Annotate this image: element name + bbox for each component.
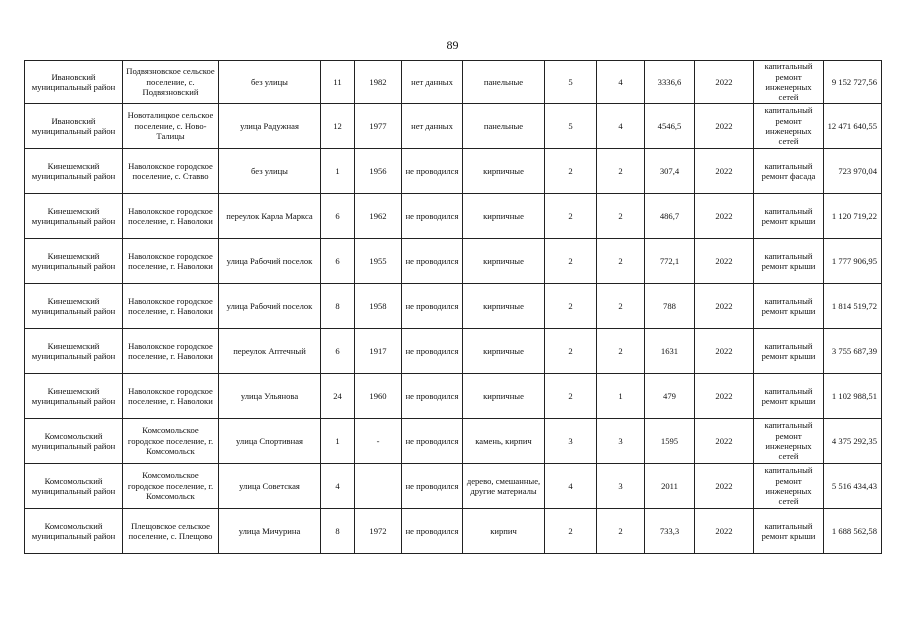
entrances-cell: 2 — [597, 509, 645, 554]
work-type-cell: капитальный ремонт крыши — [754, 509, 824, 554]
area-cell: 479 — [645, 374, 695, 419]
work-type-cell: капитальный ремонт крыши — [754, 329, 824, 374]
entrances-cell: 2 — [597, 239, 645, 284]
build-year-cell: 1982 — [355, 61, 402, 104]
floors-cell: 2 — [545, 329, 597, 374]
wall-material-cell: кирпичные — [463, 329, 545, 374]
floors-cell: 5 — [545, 61, 597, 104]
area-cell: 788 — [645, 284, 695, 329]
build-year-cell: 1960 — [355, 374, 402, 419]
wall-material-cell: кирпичные — [463, 284, 545, 329]
build-year-cell: 1955 — [355, 239, 402, 284]
house-number-cell: 4 — [321, 464, 355, 509]
settlement-cell: Наволокское городское поселение, г. Наволоки — [123, 194, 219, 239]
houses-table — [24, 60, 882, 554]
street-cell: улица Советская — [219, 464, 321, 509]
municipality-cell: Комсомольский муниципальный район — [25, 509, 123, 554]
cost-cell: 3 755 687,39 — [824, 329, 882, 374]
municipality-cell: Кинешемский муниципальный район — [25, 194, 123, 239]
area-cell: 733,3 — [645, 509, 695, 554]
build-year-cell: 1972 — [355, 509, 402, 554]
street-cell: улица Радужная — [219, 104, 321, 149]
street-cell: улица Ульянова — [219, 374, 321, 419]
municipality-cell: Кинешемский муниципальный район — [25, 239, 123, 284]
entrances-cell: 4 — [597, 61, 645, 104]
last-repair-cell: не проводился — [402, 284, 463, 329]
build-year-cell: 1958 — [355, 284, 402, 329]
municipality-cell: Ивановский муниципальный район — [25, 104, 123, 149]
area-cell: 486,7 — [645, 194, 695, 239]
page-number: 89 — [446, 38, 459, 52]
wall-material-cell: дерево, смешанные, другие материалы — [463, 464, 545, 509]
street-cell: без улицы — [219, 61, 321, 104]
area-cell: 772,1 — [645, 239, 695, 284]
table-row — [25, 149, 882, 194]
floors-cell: 2 — [545, 194, 597, 239]
last-repair-cell: не проводился — [402, 464, 463, 509]
plan-year-cell: 2022 — [695, 149, 754, 194]
work-type-cell: капитальный ремонт крыши — [754, 374, 824, 419]
settlement-cell: Новоталицкое сельское поселение, с. Ново-Талицы — [123, 104, 219, 149]
municipality-cell: Ивановский муниципальный район — [25, 61, 123, 104]
build-year-cell: 1956 — [355, 149, 402, 194]
floors-cell: 2 — [545, 509, 597, 554]
work-type-cell: капитальный ремонт крыши — [754, 239, 824, 284]
cost-cell: 5 516 434,43 — [824, 464, 882, 509]
municipality-cell: Кинешемский муниципальный район — [25, 149, 123, 194]
work-type-cell: капитальный ремонт инженерных сетей — [754, 104, 824, 149]
entrances-cell: 2 — [597, 149, 645, 194]
plan-year-cell: 2022 — [695, 194, 754, 239]
plan-year-cell: 2022 — [695, 329, 754, 374]
cost-cell: 1 688 562,58 — [824, 509, 882, 554]
settlement-cell: Наволокское городское поселение, г. Наволоки — [123, 329, 219, 374]
cost-cell: 9 152 727,56 — [824, 61, 882, 104]
last-repair-cell: не проводился — [402, 374, 463, 419]
cost-cell: 1 777 906,95 — [824, 239, 882, 284]
last-repair-cell: нет данных — [402, 61, 463, 104]
floors-cell: 2 — [545, 149, 597, 194]
wall-material-cell: панельные — [463, 104, 545, 149]
cost-cell: 1 814 519,72 — [824, 284, 882, 329]
floors-cell: 2 — [545, 284, 597, 329]
area-cell: 2011 — [645, 464, 695, 509]
entrances-cell: 2 — [597, 329, 645, 374]
house-number-cell: 11 — [321, 61, 355, 104]
work-type-cell: капитальный ремонт фасада — [754, 149, 824, 194]
table-row — [25, 509, 882, 554]
municipality-cell: Кинешемский муниципальный район — [25, 374, 123, 419]
cost-cell: 4 375 292,35 — [824, 419, 882, 464]
table-row — [25, 239, 882, 284]
plan-year-cell: 2022 — [695, 61, 754, 104]
settlement-cell: Наволокское городское поселение, г. Наволоки — [123, 374, 219, 419]
table-row — [25, 329, 882, 374]
house-number-cell: 24 — [321, 374, 355, 419]
table-row — [25, 464, 882, 509]
settlement-cell: Комсомольское городское поселение, г. Комсомольск — [123, 464, 219, 509]
house-number-cell: 12 — [321, 104, 355, 149]
house-number-cell: 1 — [321, 419, 355, 464]
municipality-cell: Комсомольский муниципальный район — [25, 419, 123, 464]
plan-year-cell: 2022 — [695, 509, 754, 554]
wall-material-cell: кирпичные — [463, 374, 545, 419]
floors-cell: 4 — [545, 464, 597, 509]
house-number-cell: 6 — [321, 239, 355, 284]
plan-year-cell: 2022 — [695, 239, 754, 284]
settlement-cell: Подвязновское сельское поселение, с. Подвязновский — [123, 61, 219, 104]
wall-material-cell: кирпичные — [463, 194, 545, 239]
house-number-cell: 1 — [321, 149, 355, 194]
build-year-cell: - — [355, 419, 402, 464]
last-repair-cell: не проводился — [402, 239, 463, 284]
wall-material-cell: камень, кирпич — [463, 419, 545, 464]
table-row — [25, 61, 882, 104]
street-cell: переулок Аптечный — [219, 329, 321, 374]
work-type-cell: капитальный ремонт инженерных сетей — [754, 419, 824, 464]
table-row — [25, 194, 882, 239]
wall-material-cell: панельные — [463, 61, 545, 104]
wall-material-cell: кирпичные — [463, 149, 545, 194]
last-repair-cell: не проводился — [402, 329, 463, 374]
settlement-cell: Наволокское городское поселение, г. Наволоки — [123, 239, 219, 284]
floors-cell: 5 — [545, 104, 597, 149]
plan-year-cell: 2022 — [695, 464, 754, 509]
build-year-cell: 1977 — [355, 104, 402, 149]
work-type-cell: капитальный ремонт инженерных сетей — [754, 61, 824, 104]
last-repair-cell: нет данных — [402, 104, 463, 149]
settlement-cell: Наволокское городское поселение, с. Ставво — [123, 149, 219, 194]
build-year-cell: 1917 — [355, 329, 402, 374]
plan-year-cell: 2022 — [695, 104, 754, 149]
cost-cell: 1 102 988,51 — [824, 374, 882, 419]
table-row — [25, 374, 882, 419]
street-cell: улица Мичурина — [219, 509, 321, 554]
last-repair-cell: не проводился — [402, 149, 463, 194]
table-row — [25, 419, 882, 464]
work-type-cell: капитальный ремонт крыши — [754, 194, 824, 239]
settlement-cell: Наволокское городское поселение, г. Наволоки — [123, 284, 219, 329]
area-cell: 307,4 — [645, 149, 695, 194]
work-type-cell: капитальный ремонт крыши — [754, 284, 824, 329]
entrances-cell: 1 — [597, 374, 645, 419]
floors-cell: 2 — [545, 239, 597, 284]
table-row — [25, 284, 882, 329]
plan-year-cell: 2022 — [695, 284, 754, 329]
municipality-cell: Комсомольский муниципальный район — [25, 464, 123, 509]
table-row — [25, 104, 882, 149]
street-cell: улица Рабочий поселок — [219, 284, 321, 329]
cost-cell: 723 970,04 — [824, 149, 882, 194]
street-cell: улица Спортивная — [219, 419, 321, 464]
floors-cell: 3 — [545, 419, 597, 464]
cost-cell: 1 120 719,22 — [824, 194, 882, 239]
last-repair-cell: не проводился — [402, 419, 463, 464]
last-repair-cell: не проводился — [402, 194, 463, 239]
cost-cell: 12 471 640,55 — [824, 104, 882, 149]
floors-cell: 2 — [545, 374, 597, 419]
plan-year-cell: 2022 — [695, 419, 754, 464]
last-repair-cell: не проводился — [402, 509, 463, 554]
entrances-cell: 4 — [597, 104, 645, 149]
area-cell: 3336,6 — [645, 61, 695, 104]
municipality-cell: Кинешемский муниципальный район — [25, 284, 123, 329]
work-type-cell: капитальный ремонт инженерных сетей — [754, 464, 824, 509]
wall-material-cell: кирпич — [463, 509, 545, 554]
entrances-cell: 2 — [597, 194, 645, 239]
entrances-cell: 3 — [597, 464, 645, 509]
area-cell: 4546,5 — [645, 104, 695, 149]
street-cell: улица Рабочий поселок — [219, 239, 321, 284]
municipality-cell: Кинешемский муниципальный район — [25, 329, 123, 374]
settlement-cell: Комсомольское городское поселение, г. Комсомольск — [123, 419, 219, 464]
street-cell: без улицы — [219, 149, 321, 194]
house-number-cell: 8 — [321, 509, 355, 554]
area-cell: 1631 — [645, 329, 695, 374]
settlement-cell: Плещовское сельское поселение, с. Плещово — [123, 509, 219, 554]
house-number-cell: 6 — [321, 194, 355, 239]
build-year-cell: 1962 — [355, 194, 402, 239]
plan-year-cell: 2022 — [695, 374, 754, 419]
entrances-cell: 2 — [597, 284, 645, 329]
house-number-cell: 6 — [321, 329, 355, 374]
street-cell: переулок Карла Маркса — [219, 194, 321, 239]
wall-material-cell: кирпичные — [463, 239, 545, 284]
area-cell: 1595 — [645, 419, 695, 464]
house-number-cell: 8 — [321, 284, 355, 329]
build-year-cell — [355, 464, 402, 509]
entrances-cell: 3 — [597, 419, 645, 464]
